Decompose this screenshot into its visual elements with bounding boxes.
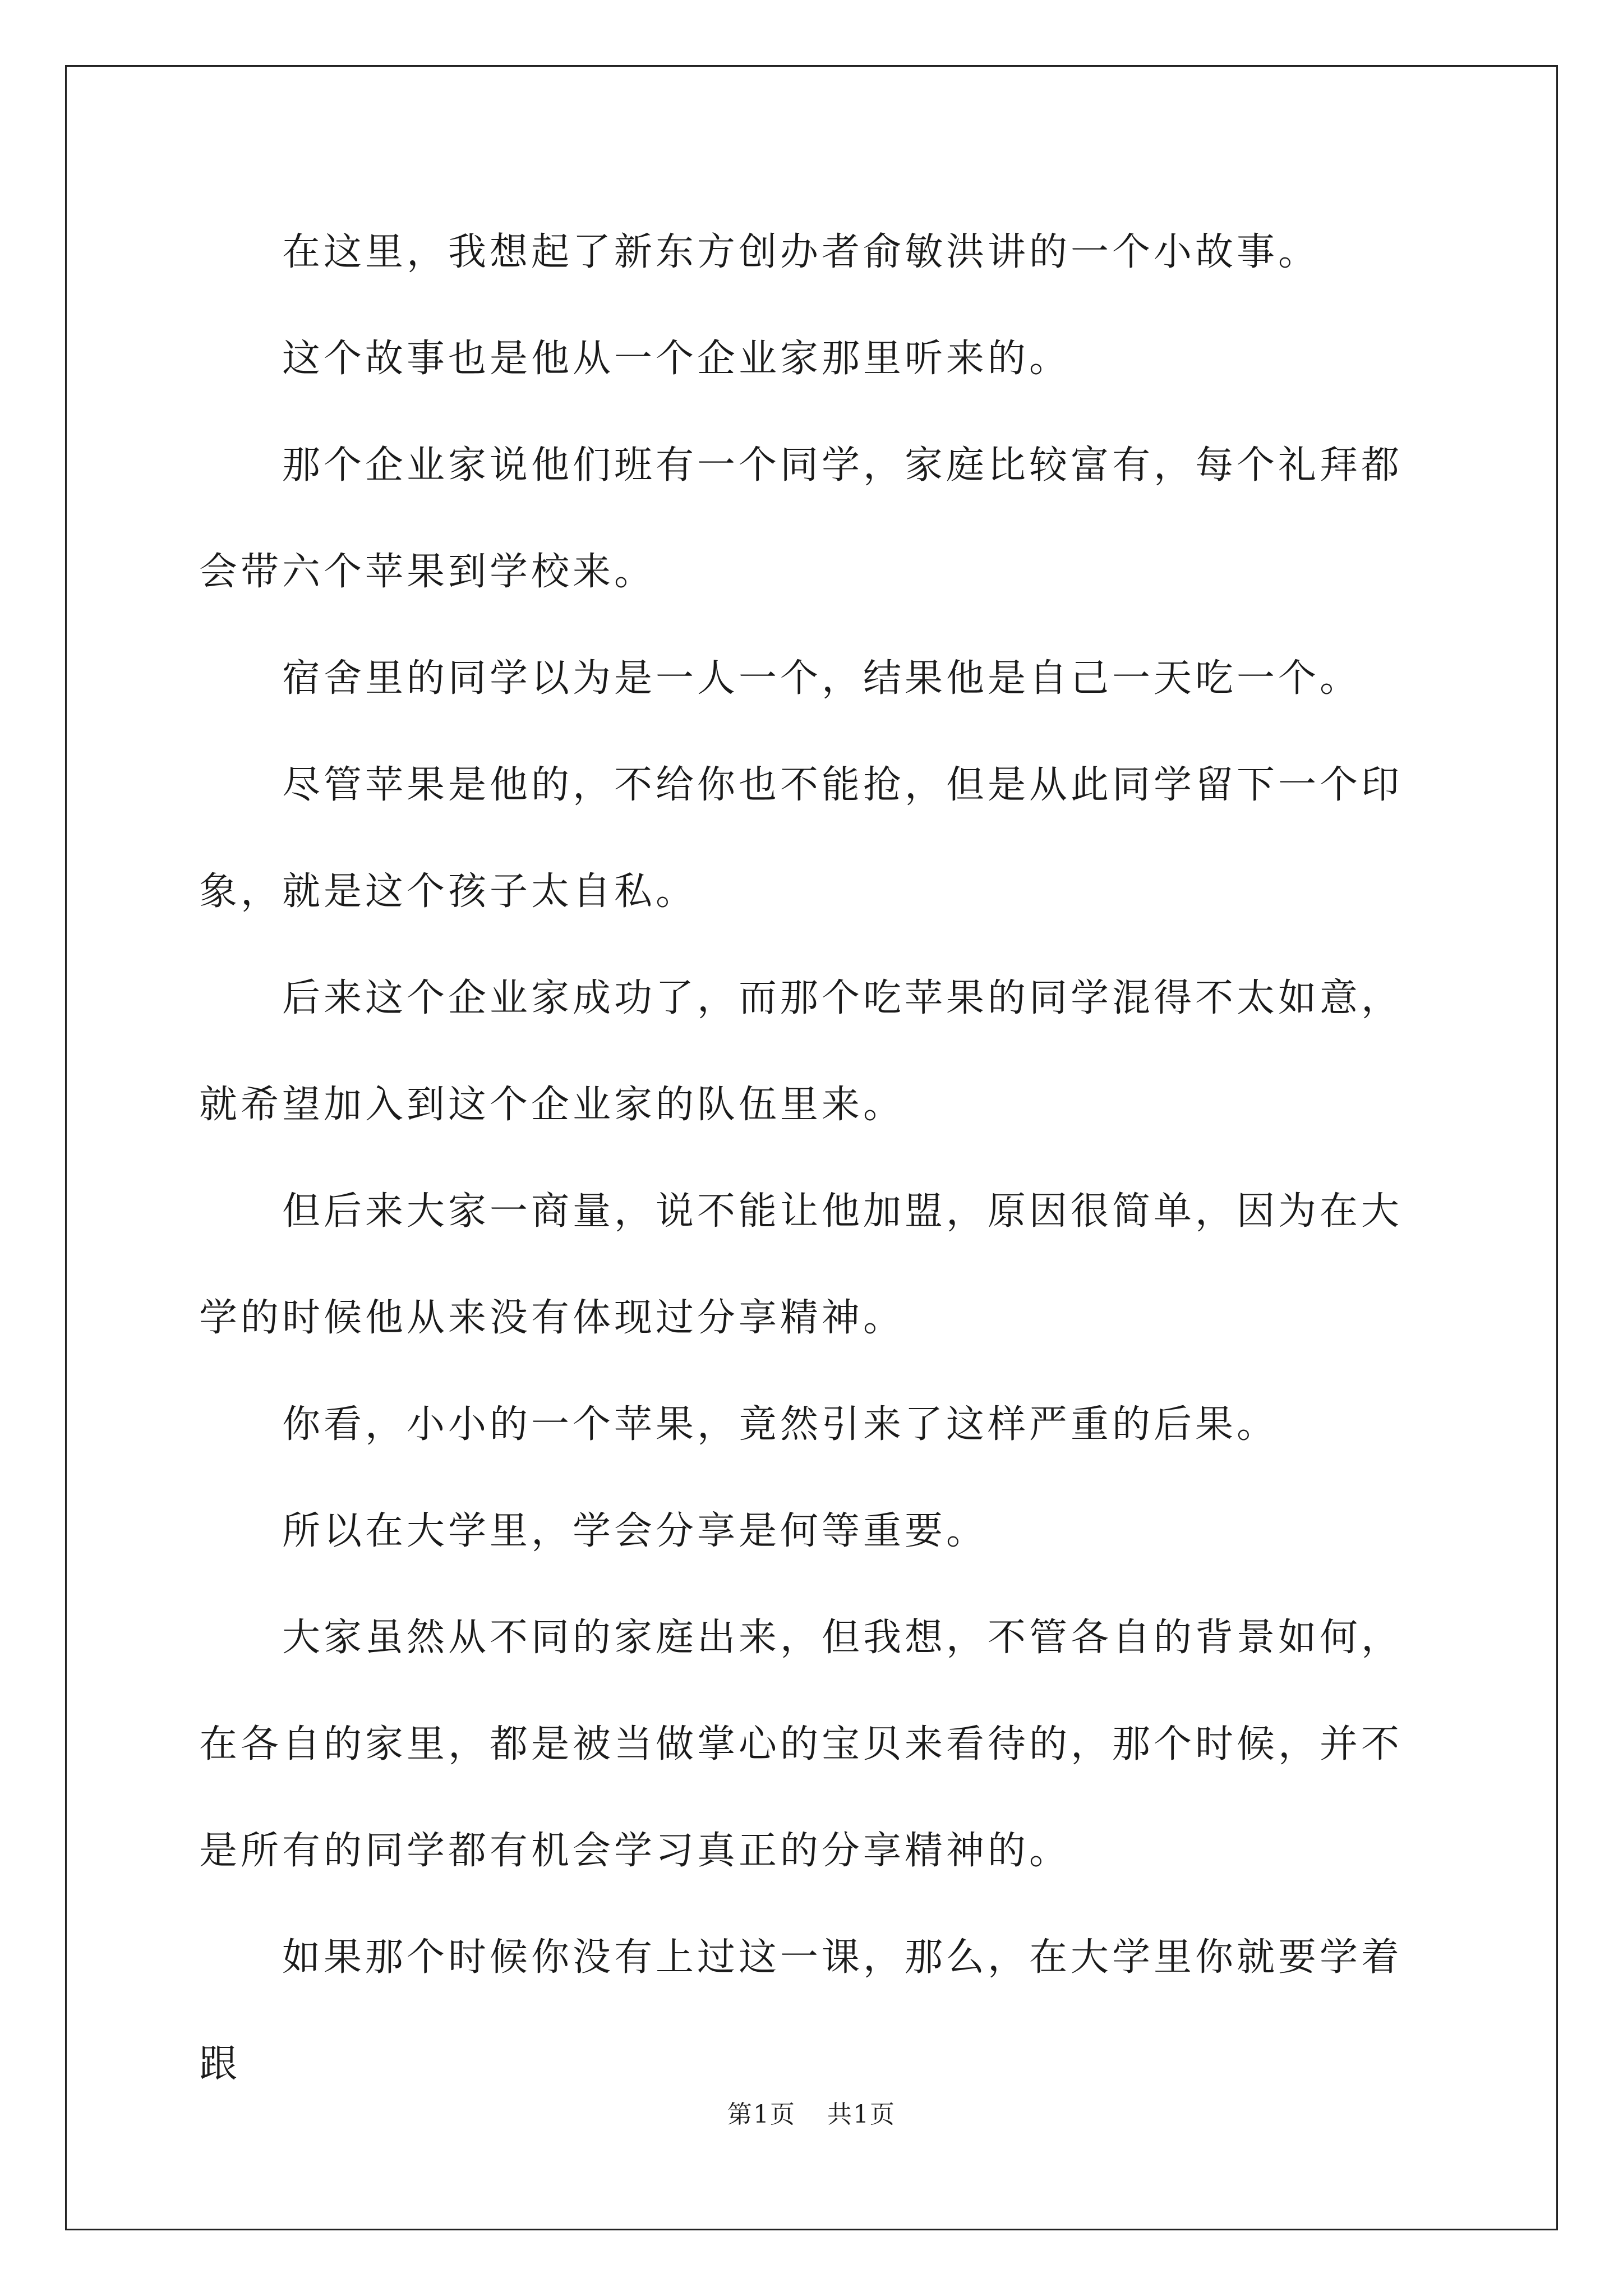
paragraph: 这个故事也是他从一个企业家那里听来的。 <box>282 337 1071 381</box>
paragraph: 后来这个企业家成功了，而那个吃苹果的同学混得不太如意，就希望加入到这个企业家的队伍里来。 <box>199 976 1403 1127</box>
page-number: 第1页 <box>727 2100 796 2129</box>
paragraph: 尽管苹果是他的，不给你也不能抢，但是从此同学留下一个印象，就是这个孩子太自私。 <box>199 763 1403 914</box>
paragraph: 宿舍里的同学以为是一人一个，结果他是自己一天吃一个。 <box>282 656 1362 701</box>
paragraph: 但后来大家一商量，说不能让他加盟，原因很简单，因为在大学的时候他从来没有体现过分享精神。 <box>199 1189 1403 1340</box>
document-body <box>199 199 1433 2118</box>
page-footer <box>0 2098 1623 2132</box>
paragraph: 所以在大学里，学会分享是何等重要。 <box>282 1509 988 1553</box>
page-total: 共1页 <box>827 2100 896 2129</box>
paragraph: 在这里，我想起了新东方创办者俞敏洪讲的一个小故事。 <box>282 230 1320 274</box>
paragraph: 大家虽然从不同的家庭出来，但我想，不管各自的背景如何，在各自的家里，都是被当做掌心的宝贝来看待的，那个时候，并不是所有的同学都有机会学习真正的分享精神的。 <box>199 1616 1403 1873</box>
paragraph: 如果那个时候你没有上过这一课，那么，在大学里你就要学着跟 <box>199 1935 1403 2086</box>
paragraph: 那个企业家说他们班有一个同学，家庭比较富有，每个礼拜都会带六个苹果到学校来。 <box>199 443 1403 594</box>
paragraph: 你看，小小的一个苹果，竟然引来了这样严重的后果。 <box>282 1402 1279 1447</box>
